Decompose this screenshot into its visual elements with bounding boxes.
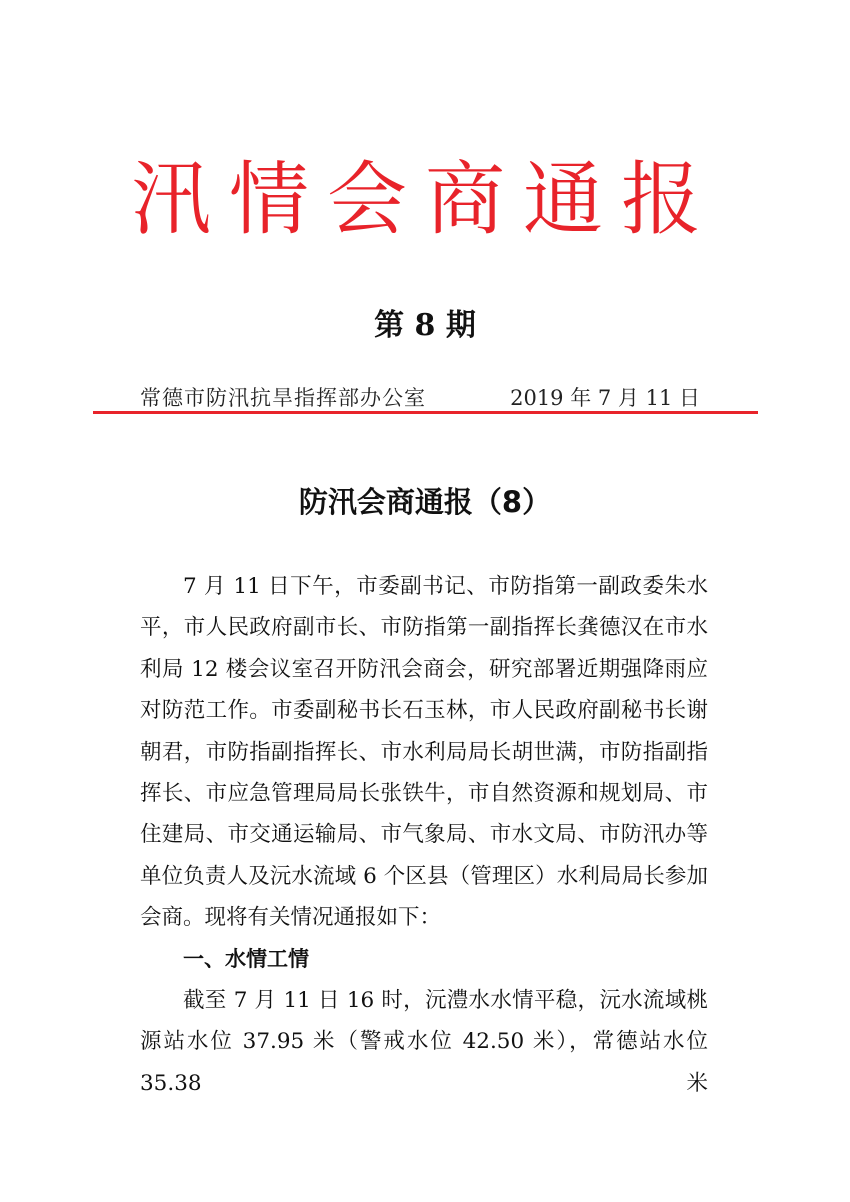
masthead-title: 汛情会商通报 (131, 153, 719, 246)
issue-number: 第 8 期 (374, 308, 476, 343)
issuer-date-row (140, 382, 700, 412)
section-heading: 一、水情工情 (183, 946, 309, 971)
document-title: 防汛会商通报（8） (298, 485, 552, 519)
issue-date: 2019 年 7 月 11 日 (510, 386, 700, 410)
document-body (140, 566, 708, 1104)
paragraph-water-conditions: 截至 7 月 11 日 16 时，沅澧水水情平稳，沅水流域桃源站水位 37.95 米（警戒水位 42.50 米），常德站水位 35.38 米 (140, 988, 708, 1096)
paragraph-intro: 7 月 11 日下午，市委副书记、市防指第一副政委朱水平，市人民政府副市长、市防指第一副指挥长龚德汉在市水利局 12 楼会议室召开防汛会商会，研究部署近期强降雨应对防范工作。市委副秘书长石玉林，市人民政府副秘书长谢朝君，市防指副指挥长、市水利局局长胡世满，市防指副指挥长、市应急管理局局长张铁牛，市自然资源和规划局、市住建局、市交通运输局、市气象局、市水文局、市防汛办等单位负责人及沅水流域 6 个区县（管理区）水利局局长参加会商。现将有关情况通报如下： (140, 574, 708, 931)
red-divider-rule (93, 411, 758, 414)
issuer: 常德市防汛抗旱指挥部办公室 (140, 386, 426, 410)
